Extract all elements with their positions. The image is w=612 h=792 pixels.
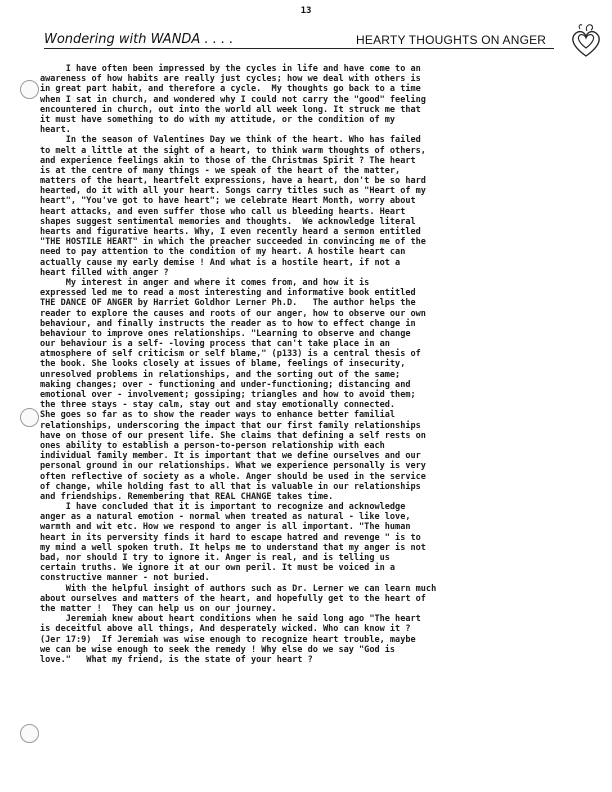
body-line: individual family member. It is important that we define ourselves and our — [40, 451, 421, 462]
body-line: ones ability to establish a person-to-person relationship with each — [40, 440, 385, 451]
body-line: matters of the heart, heartfelt expressions, have a heart, don't be so hard — [40, 176, 426, 187]
hearts-drawing-icon — [566, 22, 606, 62]
body-line: With the helpful insight of authors such as Dr. Lerner we can learn much — [40, 583, 437, 594]
body-line: of change, while holding fast to all that is valuable in our relationships — [40, 481, 421, 492]
body-line: the three stays - stay calm, stay out and stay emotionally connected. — [40, 400, 396, 411]
body-line: and experience feelings akin to those of the Christmas Spirit ? The heart — [40, 155, 416, 166]
body-line: love." What my friend, is the state of your heart ? — [40, 654, 313, 665]
body-line: the matter ! They can help us on our journey. — [40, 603, 277, 614]
body-line: is deceitful above all things, And desperately wicked. Who can know it ? — [40, 624, 411, 635]
body-line: making changes; over - functioning and under-functioning; distancing and — [40, 379, 411, 390]
header-rule — [44, 48, 554, 49]
body-line: "THE HOSTILE HEART" in which the preacher succeeded in convincing me of the — [40, 237, 426, 248]
body-line: reader to explore the causes and roots of our anger, how to observe our own — [40, 308, 426, 319]
page-number: 13 — [300, 6, 312, 16]
body-line: it must have something to do with my attitude, or the condition of my — [40, 114, 396, 125]
body-line: relationships, underscoring the impact that our first family relationships — [40, 420, 421, 431]
body-line: I have often been impressed by the cycles in life and have come to an — [40, 64, 421, 74]
body-line: hearted, do it with all your heart. Songs carry titles such as "Heart of my — [40, 186, 426, 197]
body-line: heart. — [40, 125, 71, 136]
body-line: our behaviour is a self- -loving process that can't take place in an — [40, 339, 390, 350]
body-line: we can be wise enough to seek the remedy ! Why else do we say "God is — [40, 644, 396, 655]
body-line: constructive manner - not buried. — [40, 573, 210, 584]
body-line: when I sat in church, and wondered why I could not carry the "good" feeling — [40, 94, 426, 105]
body-line: certain truths. We ignore it at our own peril. It must be voiced in a — [40, 563, 396, 574]
body-line: have on those of our present life. She claims that defining a self rests on — [40, 430, 426, 441]
body-line: THE DANCE OF ANGER by Harriet Goldhor Lerner Ph.D. The author helps the — [40, 298, 416, 309]
body-line: behaviour, and finally instructs the reader as to how to effect change in — [40, 318, 416, 329]
body-line: heart attacks, and even suffer those who call us bleeding hearts. Heart — [40, 206, 406, 217]
body-line: about ourselves and matters of the heart, and hopefully get to the heart of — [40, 593, 426, 604]
article-body — [40, 64, 604, 665]
body-line: In the season of Valentines Day we think of the heart. Who has failed — [40, 135, 421, 146]
body-line: expressed led me to read a most interesting and informative book entitled — [40, 288, 416, 299]
body-line: hearts and figurative hearts. Why, I even recently heard a sermon entitled — [40, 227, 421, 237]
body-line: bad, nor should I try to ignore it. Anger is real, and is telling us — [40, 553, 390, 563]
body-line: heart", "You've got to have heart"; we celebrate Heart Month, worry about — [40, 196, 416, 207]
body-line: need to pay attention to the condition of my heart. A hostile heart can — [40, 247, 406, 258]
body-line: heart filled with anger ? — [40, 267, 169, 278]
column-title: Wondering with WANDA . . . . — [44, 32, 234, 47]
body-line: encountered in church, out into the world all week long. It struck me that — [40, 104, 421, 115]
body-line: heart in its perversity finds it hard to escape hatred and revenge " is to — [40, 532, 421, 543]
body-line: My interest in anger and where it comes from, and how it is — [40, 277, 370, 288]
body-line: the book. She looks closely at issues of blame, feelings of insecurity, — [40, 359, 406, 370]
body-line: (Jer 17:9) If Jeremiah was wise enough to recognize heart trouble, maybe — [40, 634, 416, 645]
body-line: warmth and wit etc. How we respond to anger is all important. "The human — [40, 522, 411, 533]
body-line: Jeremiah knew about heart conditions when he said long ago "The heart — [40, 614, 421, 625]
body-line: to melt a little at the sight of a heart, to think warm thoughts of others, — [40, 145, 426, 156]
binder-hole — [20, 408, 39, 427]
body-line: atmosphere of self criticism or self blame," (p133) is a central thesis of — [40, 349, 421, 360]
body-line: behaviour to improve ones relationships. "Learning to observe and change — [40, 328, 411, 339]
body-line: awareness of how habits are really just cycles; how we deal with others is — [40, 74, 421, 85]
body-line: I have concluded that it is important to recognize and acknowledge — [40, 502, 406, 513]
body-line: She goes so far as to show the reader ways to enhance better familial — [40, 410, 396, 421]
body-line: personal ground in our relationships. What we experience personally is very — [40, 461, 426, 472]
body-line: emotional over - involvement; gossiping; triangles and how to avoid them; — [40, 390, 416, 400]
body-line: shapes suggest sentimental memories and thoughts. We acknowledge literal — [40, 216, 416, 227]
body-line: unresolved problems in relationships, and the sorting out of the same; — [40, 369, 401, 380]
body-line: is at the centre of many things - we speak of the heart of the matter, — [40, 165, 401, 176]
body-line: and friendships. Remembering that REAL CHANGE takes time. — [40, 491, 334, 502]
body-line: my mind a well spoken truth. It helps me to understand that my anger is not — [40, 542, 426, 553]
body-line: actually cause my early demise ! And what is a hostile heart, if not a — [40, 257, 401, 268]
body-line: often reflective of society as a whole. Anger should be used in the service — [40, 471, 426, 482]
article-title: HEARTY THOUGHTS ON ANGER — [356, 33, 547, 47]
binder-hole — [20, 724, 39, 743]
binder-hole — [20, 80, 39, 99]
body-line: in great part habit, and therefore a cycle. My thoughts go back to a time — [40, 84, 421, 95]
body-line: anger as a natural emotion - normal when treated as natural - like love, — [40, 512, 411, 523]
